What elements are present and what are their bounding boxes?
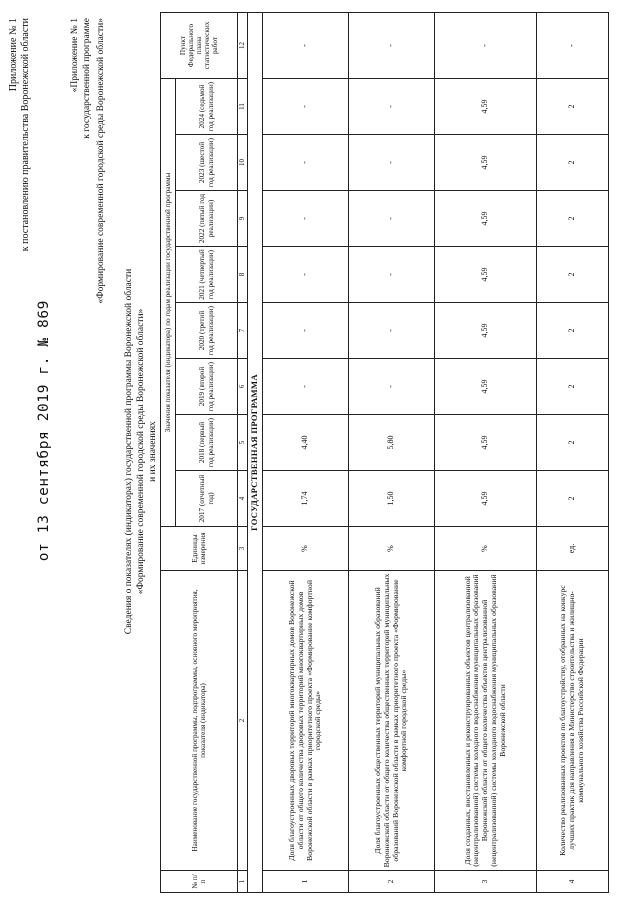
header-year: 2017 (отчетный год) [176,471,238,527]
table-row [435,12,537,892]
header-num: № п/п [161,871,238,893]
row-number: 3 [435,871,537,893]
unit-cell: ед. [537,527,609,571]
value-cell: 4,40 [263,415,349,471]
header-year: 2021 (четвертый год реализации) [176,247,238,303]
header-year: 2024 (седьмой год реализации) [176,78,238,134]
row-number: 2 [349,871,435,893]
state-program-reference: к государственной программе [82,18,92,139]
col-number: 3 [238,527,248,571]
column-number-row [238,12,248,892]
appendix-label: Приложение № 1 [8,18,19,92]
value-cell: - [349,359,435,415]
header-year: 2020 (третий год реализации) [176,303,238,359]
plan-cell: - [537,12,609,78]
header-row-1 [161,12,176,892]
value-cell: 2 [537,191,609,247]
header-plan: Пункт Федерального плана статистических работ [161,12,238,78]
header-year: 2022 (пятый год реализации) [176,191,238,247]
value-cell: 2 [537,247,609,303]
value-cell: - [263,359,349,415]
plan-cell: - [435,12,537,78]
document-subtitle: «Формирование современной городской среды Воронежской области» [136,308,146,595]
value-cell: 1,50 [349,471,435,527]
col-number: 10 [238,135,248,191]
value-cell: 4,59 [435,78,537,134]
table-row [263,12,349,892]
value-cell: 1,74 [263,471,349,527]
value-cell: 5,80 [349,415,435,471]
resolution-date: от 13 сентября 2019 г. № 869 [36,300,52,562]
header-values-group: Значения показателя (индикатора) по годам реализации государственной программы [161,78,176,526]
col-number: 4 [238,471,248,527]
value-cell: - [263,303,349,359]
plan-cell: - [349,12,435,78]
row-number: 4 [537,871,609,893]
indicators-table [160,12,609,893]
header-unit: Единицы измерения [161,527,238,571]
header-year: 2018 (первый год реализации) [176,415,238,471]
value-cell: 2 [537,471,609,527]
section-row [248,12,263,892]
value-cell: - [263,78,349,134]
value-cell: - [349,135,435,191]
col-number: 6 [238,359,248,415]
value-cell: 2 [537,78,609,134]
value-cell: 2 [537,135,609,191]
value-cell: - [263,247,349,303]
document-subtitle-tail: и их значениях [148,421,158,482]
indicator-name: Доля благоустроенных общественных территорий муниципальных образований Воронежской области от общего количества общественных территорий муниципальных образований Воронежской области в рамках приоритетного проекта «Формирование комфортной городской среды» [349,571,435,871]
value-cell: 2 [537,415,609,471]
plan-cell: - [263,12,349,78]
program-name: «Формирование современной городской среды Воронежской области» [96,18,106,304]
col-number: 5 [238,415,248,471]
value-cell: 4,59 [435,471,537,527]
col-number: 2 [238,571,248,871]
indicator-name: Доля созданных, восстановленных и реконструированных объектов централизованной (нецентрализованной) системы холодного водоснабжения муниципальных образований Воронежской области от общего количества объектов централизованной (нецентрализованной) системы холодного водоснабжения муниципальных образований Воронежской области [435,571,537,871]
row-number: 1 [263,871,349,893]
col-number: 12 [238,12,248,78]
table-row [537,12,609,892]
header-year: 2019 (второй год реализации) [176,359,238,415]
section-title: ГОСУДАРСТВЕННАЯ ПРОГРАММА [248,12,263,892]
unit-cell: % [263,527,349,571]
value-cell: 2 [537,359,609,415]
resolution-reference: к постановлению правительства Воронежской области [20,18,31,252]
value-cell: - [263,135,349,191]
col-number: 1 [238,871,248,893]
value-cell: - [349,247,435,303]
header-year: 2023 (шестой год реализации) [176,135,238,191]
value-cell: 4,59 [435,247,537,303]
document-title: Сведения о показателях (индикаторах) государственной программы Воронежской области [124,268,134,635]
value-cell: - [349,191,435,247]
value-cell: - [349,78,435,134]
col-number: 9 [238,191,248,247]
indicator-name: Количество реализованных проектов по благоустройству, отобранных на конкурс лучших практик для направления в Министерство строительства и жилищно-коммунального хозяйства Российской Федерации [537,571,609,871]
header-name: Наименование государственной программы, подпрограммы, основного мероприятия, показателя (индикатора) [161,571,238,871]
program-appendix-label: «Приложение № 1 [70,18,80,93]
value-cell: 2 [537,303,609,359]
table-row [349,12,435,892]
unit-cell: % [435,527,537,571]
value-cell: 4,59 [435,359,537,415]
indicator-name: Доля благоустроенных дворовых территорий многоквартирных домов Воронежской области от общего количества дворовых территорий многоквартирных домов Воронежской области в рамках приоритетного проекта «Формирование комфортной городской среды» [263,571,349,871]
value-cell: - [263,191,349,247]
value-cell: 4,59 [435,415,537,471]
col-number: 11 [238,78,248,134]
value-cell: 4,59 [435,191,537,247]
col-number: 8 [238,247,248,303]
value-cell: - [349,303,435,359]
col-number: 7 [238,303,248,359]
value-cell: 4,59 [435,135,537,191]
value-cell: 4,59 [435,303,537,359]
unit-cell: % [349,527,435,571]
